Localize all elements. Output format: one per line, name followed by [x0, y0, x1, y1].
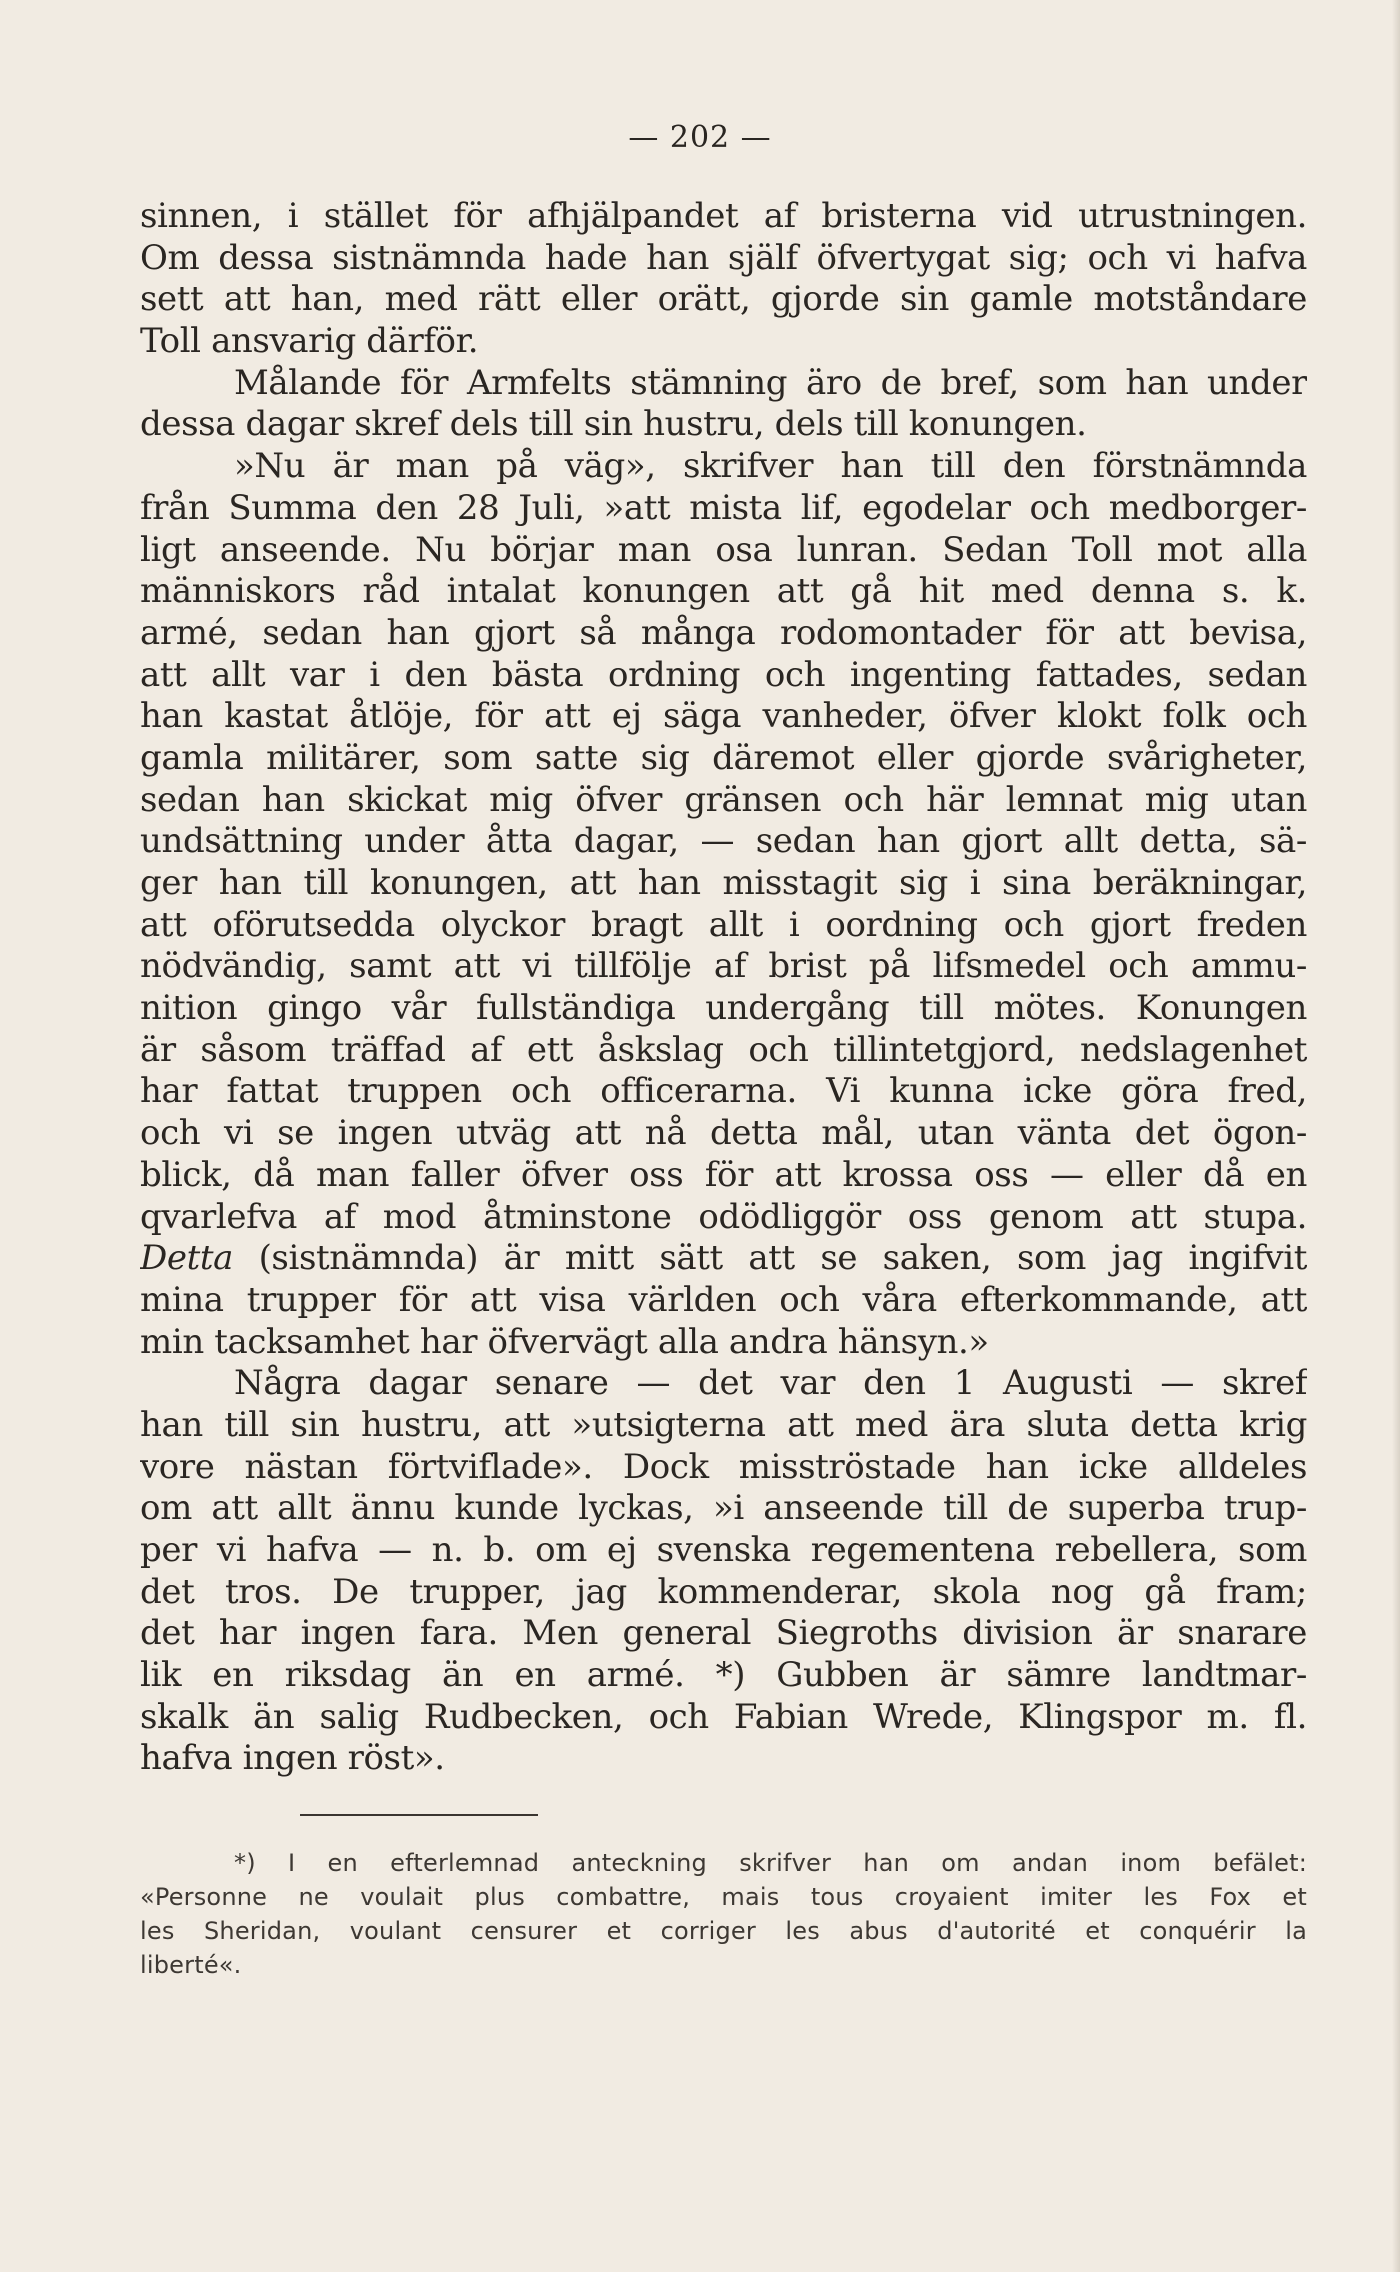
- text-line: Toll ansvarig därför.: [140, 321, 479, 362]
- text-line: Några dagar senare — det var den 1 Augusti — skref: [234, 1363, 1307, 1404]
- body-text: [140, 196, 1307, 1780]
- text-line: vore nästan förtviflade». Dock misströstade han icke alldeles: [140, 1446, 1307, 1487]
- text-line: sedan han skickat mig öfver gränsen och här lemnat mig utan: [140, 779, 1307, 820]
- page-edge: [1392, 0, 1400, 2272]
- text-line: min tacksamhet har öfvervägt alla andra hänsyn.»: [140, 1321, 989, 1362]
- text-line: att allt var i den bästa ordning och ingenting fattades, sedan: [140, 654, 1307, 695]
- footnote-line: «Personne ne voulait plus combattre, mais tous croyaient imiter les Fox et: [140, 1883, 1307, 1911]
- text-line: mina trupper för att visa världen och våra efterkommande, att: [140, 1279, 1307, 1320]
- footnote-line: *) I en efterlemnad anteckning skrifver han om andan inom befälet:: [234, 1849, 1307, 1877]
- text-line-rest: (sistnämnda) är mitt sätt att se saken, som jag ingifvit: [258, 1238, 1307, 1279]
- page-number: — 202 —: [628, 120, 772, 155]
- text-line: och vi se ingen utväg att nå detta mål, utan vänta det ögon-: [140, 1113, 1307, 1154]
- footnote-divider: [300, 1814, 538, 1816]
- text-line: ger han till konungen, att han misstagit sig i sina beräkningar,: [140, 863, 1307, 903]
- text-line: qvarlefva af mod åtminstone odödliggör oss genom att stupa.: [140, 1196, 1307, 1237]
- text-line: nödvändig, samt att vi tillfölje af brist på lifsmedel och ammu-: [140, 946, 1307, 987]
- footnote: [140, 1846, 1307, 1982]
- text-line: lik en riksdag än en armé. *) Gubben är sämre landtmar-: [140, 1655, 1307, 1696]
- text-line: gamla militärer, som satte sig däremot eller gjorde svårigheter,: [140, 737, 1307, 778]
- text-line: människors råd intalat konungen att gå hit med denna s. k.: [140, 571, 1307, 612]
- footnote-line: les Sheridan, voulant censurer et corriger les abus d'autorité et conquérir la: [140, 1917, 1307, 1945]
- text-line: »Nu är man på väg», skrifver han till den förstnämnda: [234, 446, 1307, 487]
- text-line: sett att han, med rätt eller orätt, gjorde sin gamle motståndare: [140, 279, 1307, 320]
- text-line: Målande för Armfelts stämning äro de bref, som han under: [234, 362, 1307, 403]
- text-line: har fattat truppen och officerarna. Vi kunna icke göra fred,: [140, 1071, 1307, 1112]
- text-line: han kastat åtlöje, för att ej säga vanheder, öfver klokt folk och: [140, 696, 1307, 737]
- emphasis-word: Detta: [140, 1238, 233, 1279]
- text-line: från Summa den 28 Juli, »att mista lif, egodelar och medborger-: [140, 487, 1307, 528]
- text-line: undsättning under åtta dagar, — sedan han gjort allt detta, sä-: [140, 821, 1307, 862]
- text-line: han till sin hustru, att »utsigterna att med ära sluta detta krig: [140, 1404, 1307, 1445]
- text-line: ligt anseende. Nu börjar man osa lunran. Sedan Toll mot alla: [140, 529, 1307, 570]
- text-line: att oförutsedda olyckor bragt allt i oordning och gjort freden: [140, 904, 1307, 945]
- text-line: sinnen, i stället för afhjälpandet af bristerna vid utrustningen.: [140, 196, 1307, 236]
- text-line: hafva ingen röst».: [140, 1738, 445, 1779]
- text-line: är såsom träffad af ett åskslag och tillintetgjord, nedslagenhet: [140, 1029, 1307, 1070]
- text-line: Om dessa sistnämnda hade han själf öfvertygat sig; och vi hafva: [140, 237, 1307, 278]
- text-line: om att allt ännu kunde lyckas, »i anseende till de superba trup-: [140, 1488, 1307, 1529]
- text-line: det tros. De trupper, jag kommenderar, skola nog gå fram;: [140, 1571, 1307, 1612]
- text-line: det har ingen fara. Men general Siegroths division är snarare: [140, 1613, 1307, 1654]
- text-line: dessa dagar skref dels till sin hustru, dels till konungen.: [140, 404, 1087, 445]
- text-line: blick, då man faller öfver oss för att krossa oss — eller då en: [140, 1154, 1307, 1195]
- text-line: nition gingo vår fullständiga undergång till mötes. Konungen: [140, 988, 1307, 1029]
- text-line: skalk än salig Rudbecken, och Fabian Wrede, Klingspor m. fl.: [140, 1696, 1307, 1737]
- text-line-emphasis: [140, 1238, 1307, 1280]
- footnote-line: liberté«.: [140, 1951, 242, 1979]
- text-line: armé, sedan han gjort så många rodomontader för att bevisa,: [140, 612, 1307, 653]
- text-line: per vi hafva — n. b. om ej svenska regementena rebellera, som: [140, 1530, 1307, 1570]
